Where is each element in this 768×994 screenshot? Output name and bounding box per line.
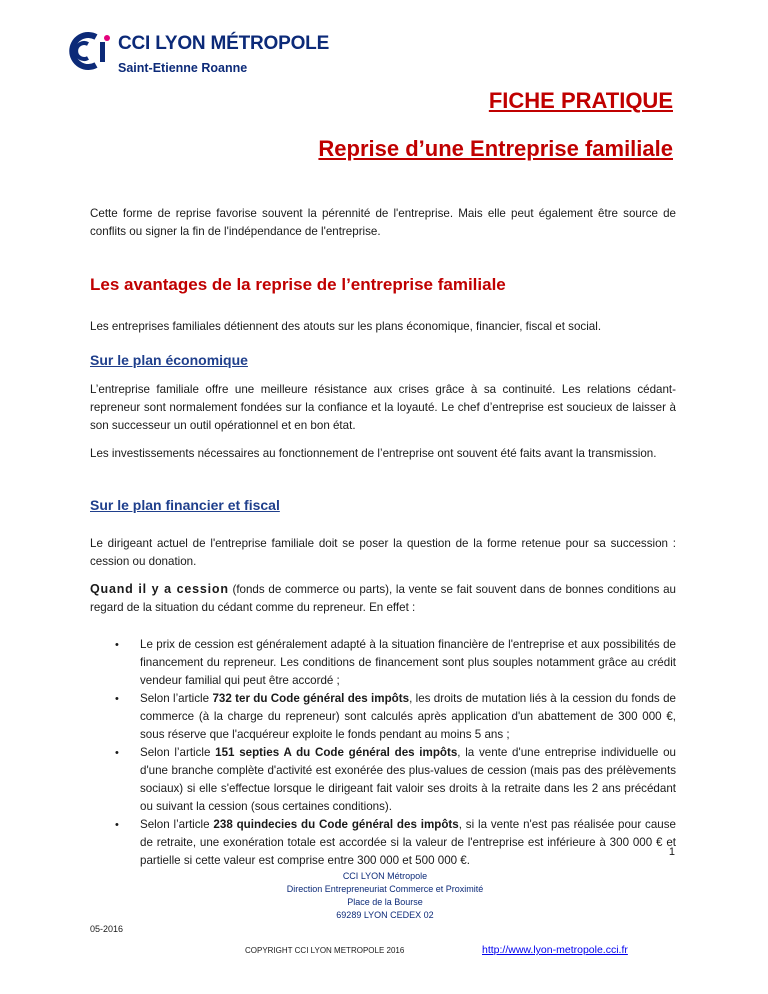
economic-paragraph-2: Les investissements nécessaires au fonctionnement de l’entreprise ont souvent été faits avant la transmission. bbox=[90, 447, 657, 460]
list-item: • Selon l’article 238 quindecies du Code général des impôts, si la vente n'est pas réalisée pour cause de retraite, une exonération totale est accordée si la valeur de l'entreprise est inférieure à 300 000 € et partielle si cette valeur est comprise entre 300 000 et 500 000 €. bbox=[115, 818, 676, 867]
footer-address bbox=[250, 870, 520, 922]
logo-subtitle: Saint-Etienne Roanne bbox=[118, 61, 248, 75]
page-number: 1 bbox=[668, 846, 675, 858]
bullet-icon: • bbox=[115, 693, 119, 705]
list-item: • Selon l’article 151 septies A du Code général des impôts, la vente d'une entreprise individuelle ou d'une branche complète d'activité est exonérée des plus-values de cession (mais pas des prélèvements sociaux) si elle s'effectue lorsque le dirigeant fait valoir ses droits à la retraite dans les 2 ans précédant ou suivant la cession (sous certaines conditions). bbox=[115, 746, 676, 813]
footer-website-link[interactable]: http://www.lyon-metropole.cci.fr bbox=[482, 944, 628, 956]
bullet-icon: • bbox=[115, 819, 119, 831]
cci-logo-icon bbox=[66, 32, 118, 70]
footer-date: 05-2016 bbox=[90, 924, 124, 934]
cession-bold-label: Quand il y a cession bbox=[90, 582, 229, 596]
cession-text: (fonds de commerce ou parts), la vente se fait souvent dans de bonnes conditions au regard de la situation du cédant comme du repreneur. En effet : bbox=[90, 583, 676, 614]
bullet-icon: • bbox=[115, 747, 119, 759]
intro-paragraph: Cette forme de reprise favorise souvent la pérennité de l'entreprise. Mais elle peut également être source de conflits ou signer la fin de l'indépendance de l'entreprise. bbox=[90, 207, 676, 238]
logo-title: CCI LYON MÉTROPOLE bbox=[118, 33, 330, 54]
document-type-title: FICHE PRATIQUE bbox=[488, 88, 673, 113]
document-subject-title: Reprise d’une Entreprise familiale bbox=[318, 136, 673, 161]
economic-heading: Sur le plan économique bbox=[90, 352, 248, 368]
footer-org: CCI LYON Métropole bbox=[342, 871, 428, 881]
cci-logo bbox=[66, 32, 330, 82]
advantages-heading: Les avantages de la reprise de l’entreprise familiale bbox=[90, 275, 506, 294]
advantages-lead: Les entreprises familiales détiennent des atouts sur les plans économique, financier, fiscal et social. bbox=[90, 320, 602, 333]
list-item: • Selon l’article 732 ter du Code général des impôts, les droits de mutation liés à la cession du fonds de commerce (à la charge du repreneur) sont calculés après application d'un abattement de 300 000 €, sous réserve que l'acquéreur exploite le fonds pendant au moins 5 ans ; bbox=[115, 692, 676, 741]
financial-heading: Sur le plan financier et fiscal bbox=[90, 497, 280, 513]
footer-copyright: COPYRIGHT CCI LYON METROPOLE 2016 bbox=[245, 946, 405, 955]
footer-address-line-1: Place de la Bourse bbox=[347, 897, 423, 907]
cession-bullet-list bbox=[115, 636, 676, 870]
list-item: • Le prix de cession est généralement adapté à la situation financière de l'entreprise et aux possibilités de financement du repreneur. Les conditions de financement sont plus souples notamment grâce au crédit vendeur familial qui peut être accordé ; bbox=[115, 638, 676, 687]
financial-paragraph-1: Le dirigeant actuel de l'entreprise familiale doit se poser la question de la forme retenue pour sa succession : cession ou donation. bbox=[90, 537, 676, 568]
economic-paragraph-1: L’entreprise familiale offre une meilleure résistance aux crises grâce à sa continuité. Les relations cédant-repreneur sont normalement fondées sur la confiance et la loyauté. Le chef d’entreprise est soucieux de laisser à son successeur un outil opérationnel et en bon état. bbox=[90, 383, 676, 432]
footer-direction: Direction Entrepreneuriat Commerce et Proximité bbox=[286, 884, 484, 894]
footer-address-line-2: 69289 LYON CEDEX 02 bbox=[336, 910, 434, 920]
bullet-icon: • bbox=[115, 639, 119, 651]
cession-paragraph bbox=[90, 580, 676, 617]
